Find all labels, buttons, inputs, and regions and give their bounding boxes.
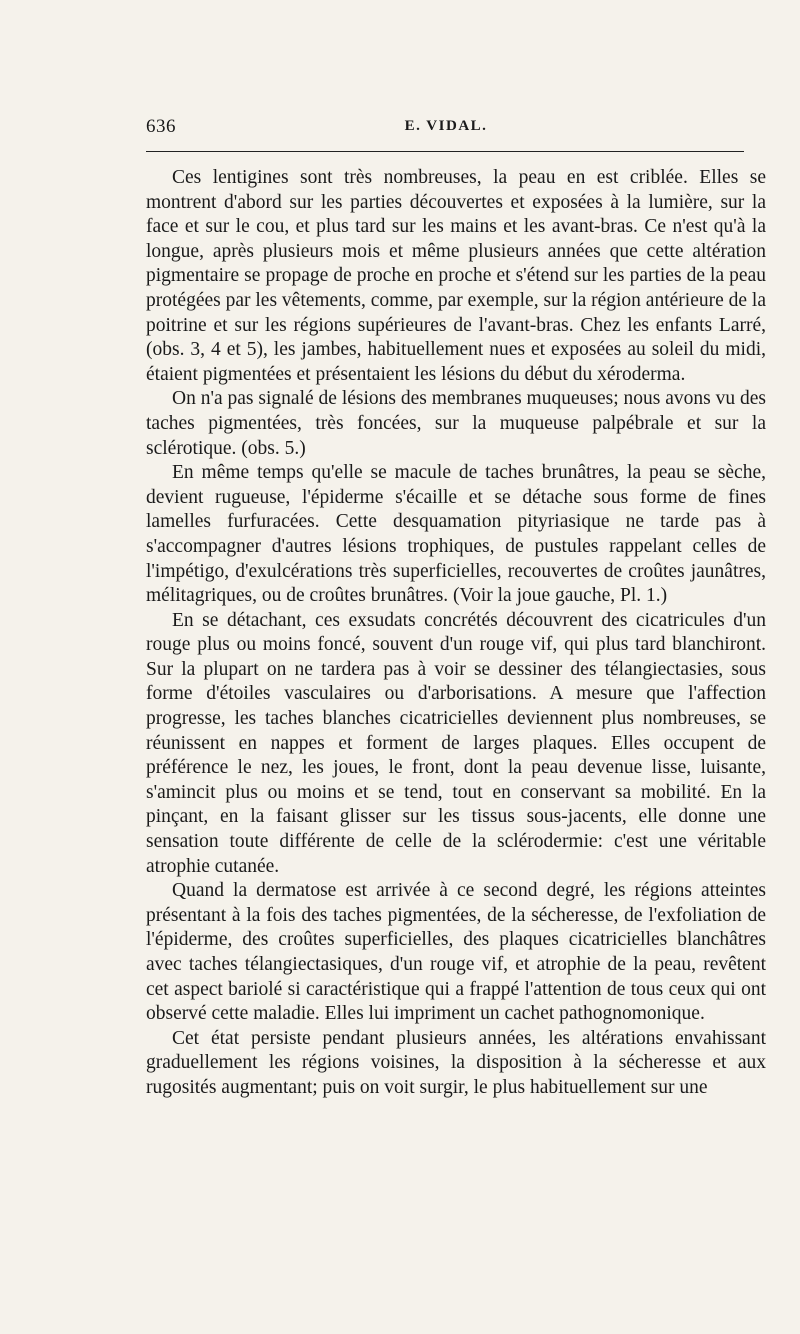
running-head: E. VIDAL. [404,118,488,134]
paragraph: On n'a pas signalé de lésions des membranes muqueuses; nous avons vu des taches pigmentées, très foncées, sur la muqueuse palpébrale et sur la sclérotique. (obs. 5.) [146,388,766,459]
header-rule [146,151,744,152]
paragraph: Cet état persiste pendant plusieurs années, les altérations envahissant graduellement les régions voisines, la disposition à la sécheresse et aux rugosités augmentant; puis on voit surgir, le plus habituellement sur une [146,1027,766,1098]
page-header [146,116,746,144]
page-number: 636 [146,116,176,137]
paragraph: Ces lentigines sont très nombreuses, la peau en est criblée. Elles se montrent d'abord sur les parties découvertes et exposées à la lumière, sur la face et sur le cou, et plus tard sur les mains et les avant-bras. Ce n'est qu'à la longue, après plusieurs mois et même plusieurs années que cette altération pigmentaire se propage de proche en proche et s'étend sur les parties de la peau protégées par les vêtements, comme, par exemple, sur la région antérieure de la poitrine et sur les régions supérieures de l'avant-bras. Chez les enfants Larré, (obs. 3, 4 et 5), les jambes, habituellement nues et exposées au soleil du midi, étaient pigmentées et présentaient les lésions du début du xéroderma. [146,167,766,385]
body-text [146,166,766,1101]
paragraph: En même temps qu'elle se macule de taches brunâtres, la peau se sèche, devient rugueuse, l'épiderme s'écaille et se détache sous forme de fines lamelles furfuracées. Cette desquamation pityriasique ne tarde pas à s'accompagner d'autres lésions trophiques, de pustules rappelant celles de l'impétigo, d'exulcérations très superficielles, recouvertes de croûtes jaunâtres, mélitagriques, ou de croûtes brunâtres. (Voir la joue gauche, Pl. 1.) [146,462,766,607]
paragraph: En se détachant, ces exsudats concrétés découvrent des cicatricules d'un rouge plus ou moins foncé, souvent d'un rouge vif, qui plus tard blanchiront. Sur la plupart on ne tardera pas à voir se dessiner des télangiectasies, sous forme d'étoiles vasculaires ou d'arborisations. A mesure que l'affection progresse, les taches blanches cicatricielles deviennent plus nombreuses, se réunissent en nappes et forment de larges plaques. Elles occupent de préférence le nez, les joues, le front, dont la peau devenue lisse, luisante, s'amincit plus ou moins et se tend, tout en conservant sa mobilité. En la pinçant, en la faisant glisser sur les tissus sous-jacents, elle donne une sensation toute différente de celle de la sclérodermie: c'est une véritable atrophie cutanée. [146,609,766,877]
paragraph: Quand la dermatose est arrivée à ce second degré, les régions atteintes présentant à la fois des taches pigmentées, de la sécheresse, de l'exfoliation de l'épiderme, des croûtes superficielles, des plaques cicatricielles blanchâtres avec taches télangiectasiques, d'un rouge vif, et atrophie de la peau, revêtent cet aspect bariolé si caractéristique qui a frappé l'attention de tous ceux qui ont observé cette maladie. Elles lui impriment un cachet pathognomonique. [146,880,766,1025]
